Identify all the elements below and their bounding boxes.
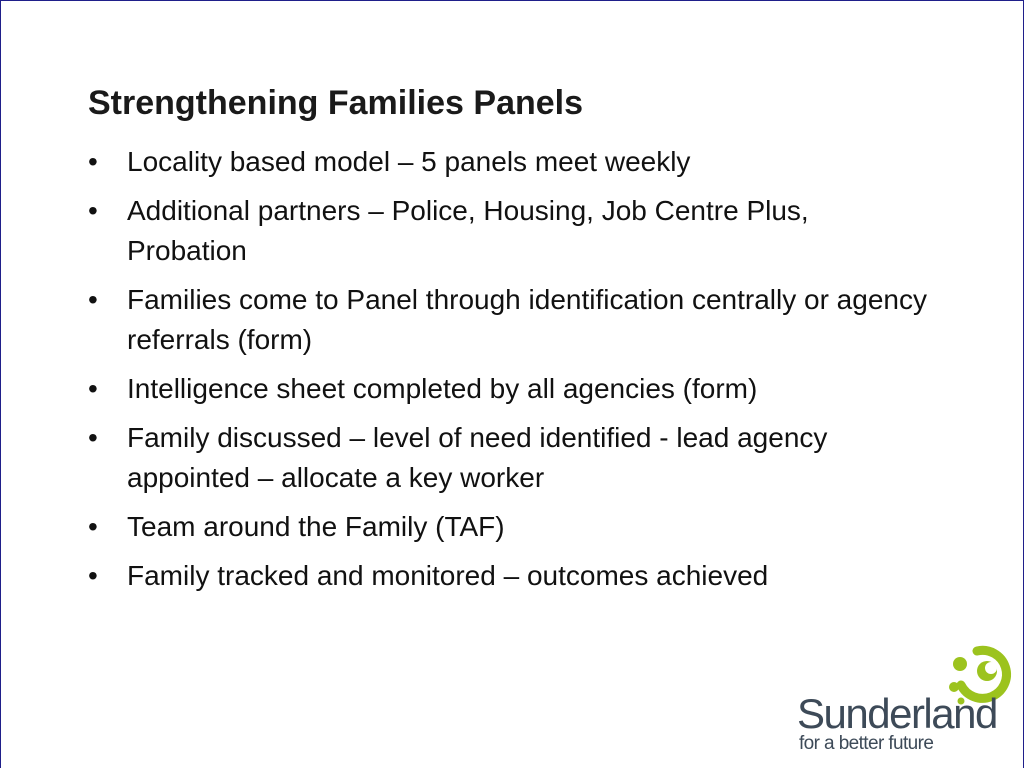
bullet-dot-icon: • [88,560,98,591]
slide-title: Strengthening Families Panels [88,84,584,122]
bullet-text-1: Locality based model – 5 panels meet weekly [127,146,691,177]
sunderland-logo [797,641,1017,761]
bullet-text-3: Families come to Panel through identification centrally or agency referrals (form) [127,284,927,355]
bullet-dot-icon: • [88,284,98,315]
bullet-list [88,142,928,605]
bullet-text-7: Family tracked and monitored – outcomes achieved [127,560,769,591]
bullet-item-5 [88,418,928,498]
bullet-item-3 [88,280,928,360]
bullet-dot-icon: • [88,195,98,226]
bullet-text-2: Additional partners – Police, Housing, Job Centre Plus, Probation [127,195,809,266]
logo-tagline: for a better future [799,733,934,754]
bullet-item-2 [88,191,928,271]
bullet-item-4 [88,369,928,409]
bullet-dot-icon: • [88,422,98,453]
bullet-item-6 [88,507,928,547]
bullet-text-5: Family discussed – level of need identified - lead agency appointed – allocate a key worker [127,422,828,493]
bullet-item-7 [88,556,928,596]
bullet-dot-icon: • [88,373,98,404]
bullet-item-1 [88,142,928,182]
bullet-text-4: Intelligence sheet completed by all agencies (form) [127,373,758,404]
bullet-dot-icon: • [88,511,98,542]
logo-wordmark: Sunderland [797,690,997,737]
bullet-dot-icon: • [88,146,98,177]
bullet-text-6: Team around the Family (TAF) [127,511,505,542]
